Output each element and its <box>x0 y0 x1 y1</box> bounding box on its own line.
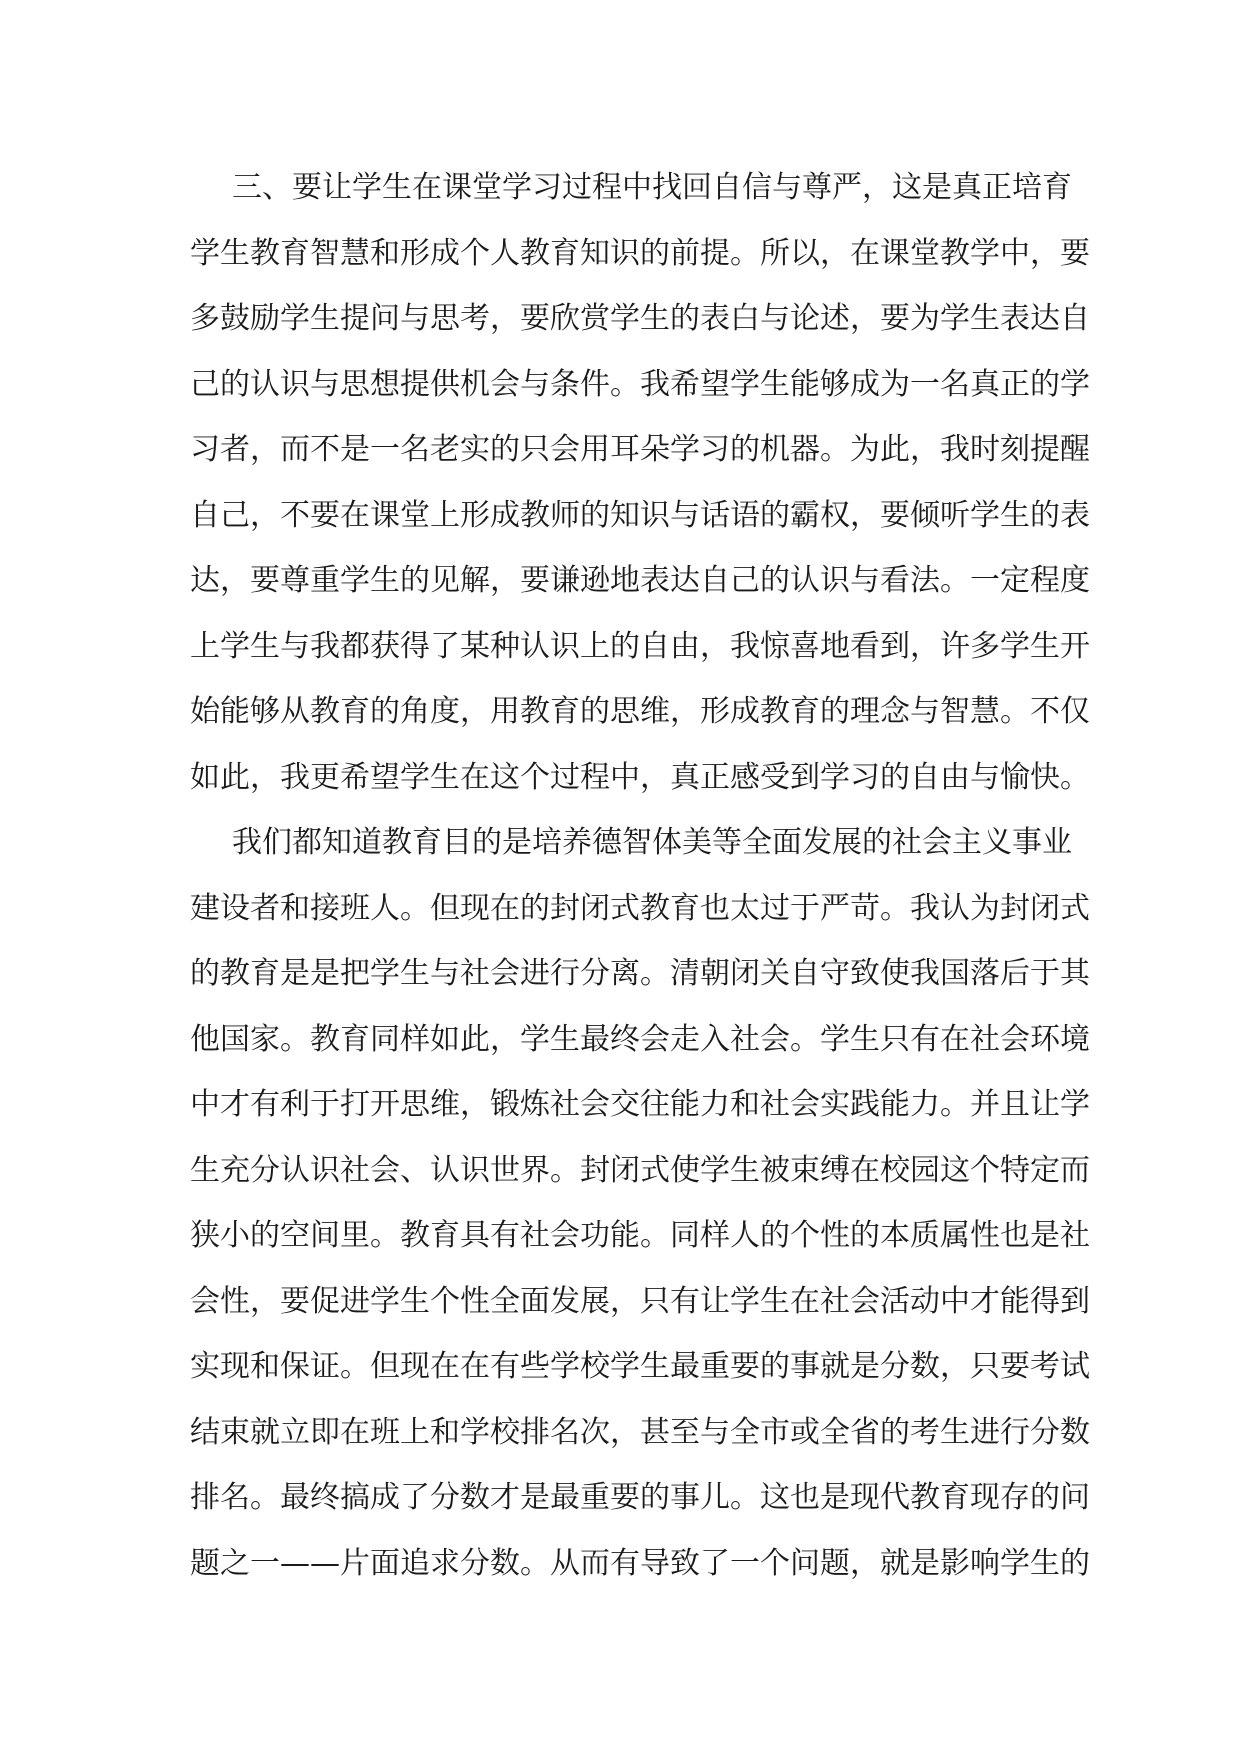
paragraph-line: 实现和保证。但现在在有些学校学生最重要的事就是分数，只要考试 <box>190 1349 1090 1384</box>
paragraph-line: 排名。最终搞成了分数才是最重要的事儿。这也是现代教育现存的问 <box>190 1480 1090 1515</box>
paragraph-line: 结束就立即在班上和学校排名次，甚至与全市或全省的考生进行分数 <box>190 1414 1090 1450</box>
paragraph-line: 如此，我更希望学生在这个过程中，真正感受到学习的自由与愉快。 <box>190 759 1090 795</box>
paragraph-1 <box>190 155 1090 810</box>
paragraph-line: 习者，而不是一名老实的只会用耳朵学习的机器。为此，我时刻提醒 <box>190 432 1090 467</box>
paragraph-line: 达，要尊重学生的见解，要谦逊地表达自己的认识与看法。一定程度 <box>190 563 1090 598</box>
paragraph-line: 多鼓励学生提问与思考，要欣赏学生的表白与论述，要为学生表达自 <box>190 301 1090 336</box>
paragraph-line: 己的认识与思想提供机会与条件。我希望学生能够成为一名真正的学 <box>190 366 1090 402</box>
paragraph-line: 会性，要促进学生个性全面发展，只有让学生在社会活动中才能得到 <box>190 1283 1090 1319</box>
paragraph-line: 题之一——片面追求分数。从而有导致了一个问题，就是影响学生的 <box>190 1545 1090 1581</box>
paragraph-line: 的教育是是把学生与社会进行分离。清朝闭关自守致使我国落后于其 <box>190 956 1090 991</box>
paragraph-line: 上学生与我都获得了某种认识上的自由，我惊喜地看到，许多学生开 <box>190 628 1090 664</box>
paragraph-line: 狭小的空间里。教育具有社会功能。同样人的个性的本质属性也是社 <box>190 1218 1090 1253</box>
paragraph-2 <box>190 810 1090 1596</box>
paragraph-line: 中才有利于打开思维，锻炼社会交往能力和社会实践能力。并且让学 <box>190 1087 1090 1122</box>
paragraph-line: 始能够从教育的角度，用教育的思维，形成教育的理念与智慧。不仅 <box>190 694 1090 729</box>
paragraph-line: 建设者和接班人。但现在的封闭式教育也太过于严苛。我认为封闭式 <box>190 890 1090 926</box>
paragraph-line: 生充分认识社会、认识世界。封闭式使学生被束缚在校园这个特定而 <box>190 1152 1090 1188</box>
paragraph-line: 三、要让学生在课堂学习过程中找回自信与尊严，这是真正培育 <box>232 170 1072 205</box>
paragraph-line: 自己，不要在课堂上形成教师的知识与话语的霸权，要倾听学生的表 <box>190 497 1090 533</box>
paragraph-line: 他国家。教育同样如此，学生最终会走入社会。学生只有在社会环境 <box>190 1021 1090 1057</box>
paragraph-line: 学生教育智慧和形成个人教育知识的前提。所以，在课堂教学中，要 <box>190 235 1090 271</box>
paragraph-line: 我们都知道教育目的是培养德智体美等全面发展的社会主义事业 <box>232 825 1072 860</box>
document-body <box>190 155 1090 1596</box>
